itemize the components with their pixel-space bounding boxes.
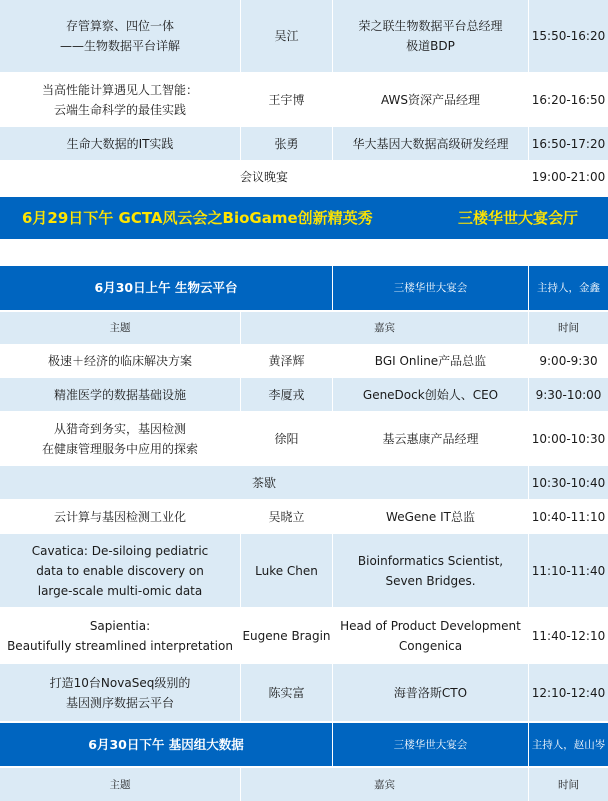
topic-line: 存管算察、四位一体 [65,19,174,33]
speaker-cell [241,378,333,411]
time-value: 10:30-10:40 [531,475,606,490]
session-venue: 三楼华世大宴会 [393,738,468,751]
time-cell [529,499,608,534]
topic-line: 精准医学的数据基础设施 [53,387,186,402]
session-host: 主持人，赵山岑 [531,738,606,751]
role-line: AWS资深产品经理 [380,92,481,107]
role-line: GeneDock创始人、CEO [362,387,499,402]
time-value: 11:40-12:10 [531,628,606,643]
role-line: 海普洛斯CTO [393,685,468,700]
speaker-cell [241,72,333,127]
break-label-cell [0,466,529,499]
role-cell [333,499,529,534]
agenda-row [0,534,608,607]
role-cell [333,534,529,607]
topic-line: 当高性能计算遇见人工智能： [41,82,198,97]
role-line: Seven Bridges. [385,573,476,588]
time-value: 10:40-11:10 [531,509,606,524]
time-value: 12:10-12:40 [531,685,606,700]
time-cell [529,607,608,664]
header-label: 时间 [558,778,579,791]
agenda-row [0,378,608,411]
topic-line: large-scale multi-omic data [37,583,203,598]
topic-cell [0,411,241,466]
time-cell [529,466,608,499]
speaker-name: 张勇 [274,136,299,151]
time-cell [529,127,608,160]
agenda-row [0,344,608,378]
dinner-label-cell [0,160,529,193]
agenda-row [0,411,608,466]
topic-cell [0,378,241,411]
topic-line: 极速＋经济的临床解决方案 [47,354,192,368]
role-cell [333,72,529,127]
time-cell [529,0,608,72]
break-label: 茶歇 [251,475,276,490]
header-label: 时间 [558,322,579,334]
topic-line: 云端生命科学的最佳实践 [53,102,186,117]
column-header-topic [0,312,241,344]
role-line: Head of Product Development [340,618,521,633]
role-cell [333,127,529,160]
header-label: 主题 [109,322,131,334]
speaker-cell [241,534,333,607]
column-header-row [0,312,608,344]
session-title: 6月30日下午 基因组大数据 [88,736,244,752]
role-cell [333,411,529,466]
time-cell [529,411,608,466]
role-line: 荣之联生物数据平台总经理 [358,19,503,33]
time-value: 19:00-21:00 [531,169,606,184]
time-cell [529,378,608,411]
topic-line: 基因测序数据云平台 [65,695,174,710]
agenda-row [0,499,608,534]
session-host-cell [529,723,608,766]
topic-cell [0,127,241,160]
role-line: WeGene IT总监 [386,509,475,524]
time-value: 15:50-16:20 [531,29,606,43]
topic-line: Sapientia: [89,618,151,633]
speaker-name: 吴晓立 [268,509,305,524]
day-banner [0,197,608,239]
speaker-cell [241,411,333,466]
session-title-cell [0,723,333,766]
agenda-row [0,0,608,72]
agenda-row [0,607,608,664]
dinner-label: 会议晚宴 [239,169,288,184]
role-line: 极道BDP [406,39,455,53]
time-value: 9:00-9:30 [539,354,598,368]
topic-line: 生命大数据的IT实践 [66,136,174,151]
role-line: Congenica [398,638,463,653]
session-title-cell [0,266,333,310]
speaker-cell [241,0,333,72]
session-host: 主持人，金鑫 [537,282,600,294]
header-label: 嘉宾 [374,322,395,334]
speaker-name: 陈实富 [268,685,305,700]
agenda-row [0,664,608,721]
header-label: 嘉宾 [374,778,395,791]
role-line: BGI Online产品总监 [374,354,487,368]
column-header-guest [241,312,529,344]
topic-cell [0,664,241,721]
banner-venue: 三楼华世大宴会厅 [457,209,578,227]
role-cell [333,664,529,721]
break-row [0,466,608,499]
dinner-row [0,160,608,193]
session-venue-cell [333,723,529,766]
speaker-cell [241,127,333,160]
topic-line: Beautifully streamlined interpretation [7,638,233,653]
speaker-cell [241,664,333,721]
agenda-row [0,127,608,160]
topic-line: 打造10台NovaSeq级别的 [49,675,191,690]
session-title: 6月30日上午 生物云平台 [94,280,238,295]
speaker-name: 王宇博 [268,92,305,107]
session-host-cell [529,266,608,310]
time-cell [529,72,608,127]
topic-line: data to enable discovery on [36,563,204,578]
topic-line: 云计算与基因检测工业化 [53,509,186,524]
topic-line: ——生物数据平台详解 [59,39,180,53]
time-cell [529,344,608,378]
role-cell [333,0,529,72]
column-header-row [0,768,608,801]
column-header-guest [241,768,529,801]
speaker-name: Eugene Bragin [242,628,331,643]
topic-line: Cavatica: De-siloing pediatric [31,543,209,558]
time-value: 10:00-10:30 [531,431,606,446]
topic-cell [0,607,241,664]
banner-title: 6月29日下午 GCTA风云会之BioGame创新精英秀 [22,209,373,227]
speaker-name: Luke Chen [255,563,318,578]
speaker-cell [241,344,333,378]
speaker-cell [241,499,333,534]
time-cell [529,664,608,721]
column-header-topic [0,768,241,801]
time-cell [529,534,608,607]
role-cell [333,378,529,411]
topic-line: 在健康管理服务中应用的探索 [41,441,198,456]
role-cell [333,607,529,664]
time-value: 9:30-10:00 [535,387,602,402]
topic-cell [0,0,241,72]
role-line: 基云惠康产品经理 [382,431,479,446]
session-header [0,266,608,310]
topic-line: 从猎奇到务实，基因检测 [53,421,186,436]
time-value: 16:50-17:20 [531,136,606,151]
agenda-row [0,72,608,127]
topic-cell [0,344,241,378]
session-header [0,723,608,766]
session-venue: 三楼华世大宴会 [393,282,468,294]
time-value: 16:20-16:50 [531,92,606,107]
speaker-cell [241,607,333,664]
topic-cell [0,534,241,607]
speaker-name: 徐阳 [274,431,299,446]
role-cell [333,344,529,378]
speaker-name: 李厦戎 [268,387,305,402]
session-venue-cell [333,266,529,310]
role-line: 华大基因大数据高级研发经理 [352,136,509,151]
speaker-name: 吴江 [274,29,299,43]
column-header-time [529,768,608,801]
time-value: 11:10-11:40 [531,563,606,578]
column-header-time [529,312,608,344]
header-label: 主题 [109,778,131,791]
topic-cell [0,72,241,127]
role-line: Bioinformatics Scientist, [357,553,504,568]
time-cell [529,160,608,193]
topic-cell [0,499,241,534]
speaker-name: 黄泽辉 [268,354,305,368]
